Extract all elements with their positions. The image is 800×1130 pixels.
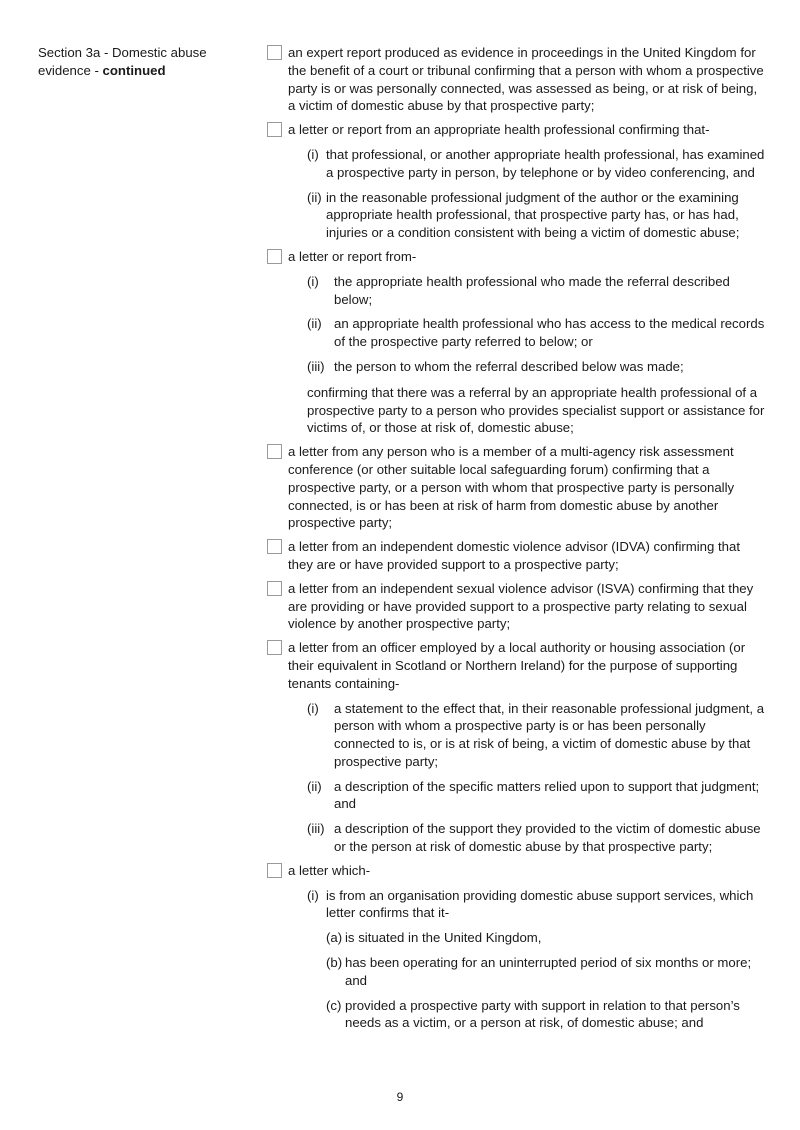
evidence-list xyxy=(267,44,767,1038)
sub-clause-text: a description of the support they provided to the victim of domestic abuse or the person at risk of domestic abuse by that prospective party; xyxy=(334,821,761,855)
evidence-checkbox-1[interactable] xyxy=(267,45,282,60)
evidence-item-text: a letter which- xyxy=(288,862,371,878)
section-heading xyxy=(38,44,238,80)
sub-clause xyxy=(307,146,767,182)
sub-clause-number: (ii) xyxy=(307,189,322,205)
sub-clause-text: that professional, or another appropriate health professional, has examined a prospective party in person, by telephone or by video conferencing, and xyxy=(326,146,765,180)
sub-clause xyxy=(307,778,767,814)
sub-clause-text: a description of the specific matters relied upon to support that judgment; and xyxy=(334,778,760,812)
evidence-checkbox-5[interactable] xyxy=(267,539,282,554)
sub-sub-clause xyxy=(326,954,767,990)
sub-clause xyxy=(307,700,767,771)
evidence-item-idva-letter xyxy=(267,538,767,574)
evidence-item-health-professional-letter xyxy=(267,121,767,242)
sub-clause-number: (ii) xyxy=(307,316,322,332)
evidence-item-referral-letter xyxy=(267,248,767,437)
evidence-item-text: a letter from any person who is a member of a multi-agency risk assessment conference (or other suitable local safeguarding forum) confirming that a prospective party, or a person with whom that prospective party is personally connected, is or has been at risk of harm from domestic abuse by another prospective party; xyxy=(288,444,735,531)
sub-clause-text: is from an organisation providing domestic abuse support services, which letter confirms that it- xyxy=(326,887,754,921)
evidence-item-text: a letter or report from an appropriate health professional confirming that- xyxy=(288,122,710,138)
sub-clause-number: (i) xyxy=(307,146,319,162)
sub-sub-clause xyxy=(326,997,767,1033)
evidence-item-text: a letter from an independent domestic violence advisor (IDVA) confirming that they are or have provided support to a prospective party; xyxy=(288,539,741,572)
sub-clause-number: (iii) xyxy=(307,821,325,837)
evidence-checkbox-6[interactable] xyxy=(267,581,282,596)
sub-sub-clause-letter: (c) xyxy=(326,997,342,1013)
sub-clause xyxy=(307,887,767,923)
sub-clause-number: (i) xyxy=(307,887,319,903)
evidence-checkbox-2[interactable] xyxy=(267,122,282,137)
evidence-item-marac-letter xyxy=(267,443,767,532)
evidence-item-expert-report xyxy=(267,44,767,115)
evidence-checkbox-4[interactable] xyxy=(267,444,282,459)
evidence-item-text: an expert report produced as evidence in proceedings in the United Kingdom for the benefit of a court or tribunal confirming that a person with whom a prospective party is or was personally connected, was assessed as being, or at risk of being, a victim of domestic abuse by that prospective party; xyxy=(288,45,764,114)
sub-clause-number: (iii) xyxy=(307,358,325,374)
sub-clause-text: the person to whom the referral described below was made; xyxy=(334,358,684,374)
sub-clause-number: (ii) xyxy=(307,778,322,794)
sub-clause xyxy=(307,315,767,351)
sub-sub-clause-text: has been operating for an uninterrupted period of six months or more; and xyxy=(345,955,752,988)
sub-sub-clause xyxy=(326,929,767,947)
evidence-item-text: a letter from an independent sexual violence advisor (ISVA) confirming that they are providing or have provided support to a prospective party relating to sexual violence by another prospective party; xyxy=(288,580,754,632)
sub-clause-text: the appropriate health professional who made the referral described below; xyxy=(334,273,730,307)
sub-clause-text: an appropriate health professional who has access to the medical records of the prospective party referred to below; or xyxy=(334,316,765,350)
section-continued-label: continued xyxy=(102,62,166,78)
evidence-item-text: a letter or report from- xyxy=(288,248,417,264)
referral-confirmation-text: confirming that there was a referral by an appropriate health professional of a prospective party to a person who provides specialist support or assistance for victims of, or those at risk of, domestic abuse; xyxy=(307,384,765,436)
sub-sub-clause-letter: (b) xyxy=(326,955,343,971)
evidence-checkbox-3[interactable] xyxy=(267,249,282,264)
sub-clause xyxy=(307,189,767,242)
section-title: Section 3a - Domestic abuse evidence - xyxy=(38,45,207,78)
page-number: 9 xyxy=(396,1090,404,1104)
evidence-checkbox-8[interactable] xyxy=(267,863,282,878)
sub-sub-clause-text: provided a prospective party with support in relation to that person’s needs as a victim, or a person at risk, of domestic abuse; and xyxy=(345,997,740,1031)
evidence-item-support-organisation-letter xyxy=(267,862,767,1032)
sub-clause xyxy=(307,820,767,856)
sub-clause xyxy=(307,273,767,309)
sub-clause xyxy=(307,358,767,376)
sub-clause-text: in the reasonable professional judgment of the author or the examining appropriate health professional, that prospective party has, or has had, injuries or a condition consistent with being a victim of domestic abuse; xyxy=(326,189,740,241)
sub-sub-clause-text: is situated in the United Kingdom, xyxy=(345,930,542,946)
sub-sub-clause-letter: (a) xyxy=(326,930,343,946)
evidence-checkbox-7[interactable] xyxy=(267,640,282,655)
sub-clause-text: a statement to the effect that, in their reasonable professional judgment, a person with whom a prospective party is or has been personally connected to is, or is at risk of being, a victim of domestic abuse by that prospective party; xyxy=(334,700,765,769)
evidence-item-isva-letter xyxy=(267,580,767,633)
evidence-item-text: a letter from an officer employed by a local authority or housing association (or their equivalent in Scotland or Northern Ireland) for the purpose of supporting tenants containing- xyxy=(288,640,746,691)
evidence-item-housing-officer-letter xyxy=(267,639,767,856)
sub-clause-number: (i) xyxy=(307,273,319,289)
sub-clause-number: (i) xyxy=(307,700,319,716)
